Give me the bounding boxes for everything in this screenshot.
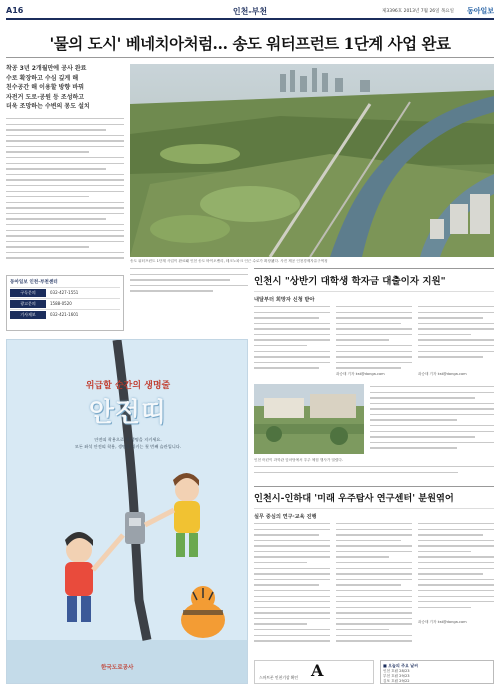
- article2-divider: [254, 268, 494, 269]
- article3-body-col1: [254, 523, 330, 646]
- campus-photo-illustration: [254, 384, 364, 454]
- contact-row: [10, 287, 120, 298]
- contact-label: 기사제보: [10, 311, 46, 319]
- newspaper-brand: 동아일보: [466, 7, 494, 15]
- campus-photo: [254, 384, 364, 454]
- lede-line: 착공 3년 2개월만에 공사 완료: [6, 65, 87, 72]
- contact-row: [10, 309, 120, 320]
- ad-title: 안전띠: [88, 398, 168, 428]
- weather-logo-letter: A: [311, 661, 324, 680]
- article3-body-col2: [336, 523, 412, 646]
- article3-byline: 곽승태 기자 kst@donga.com: [418, 620, 467, 624]
- contact-value: 032-421-1601: [50, 311, 79, 317]
- photo-side-text: [370, 386, 494, 453]
- contact-value: 1588-0520: [50, 300, 72, 306]
- photo-caption: 송도 워터프런트 1단계 사업이 완료돼 인천 송도 바이오밴리, 테크노파크 인근 수로가 확장됐다. 사진 제공 인천경제자유구역청: [130, 259, 328, 263]
- headline-divider: [6, 57, 494, 58]
- aerial-waterfront-photo: [130, 64, 494, 257]
- ad-logo: 한국도로공사: [101, 665, 134, 671]
- article2-subhead: 내달부터 희망자 신청 받아: [254, 297, 315, 303]
- article2-body-col2: [336, 306, 412, 373]
- lede-line: 더욱 조망하는 수변의 몽도 설치: [6, 103, 90, 110]
- safety-belt-ad: [6, 339, 248, 684]
- footbox-title: ■ 오늘의 주요 날씨: [383, 663, 419, 668]
- footbox-row: 부천 흐림 29/23: [383, 674, 410, 678]
- section-name: 인천-부천: [232, 7, 268, 16]
- aerial-photo-illustration: [130, 64, 494, 257]
- weather-label: 스마트폰 인천기상 확인: [259, 675, 299, 680]
- article2-body-col1: [254, 306, 330, 373]
- contact-label: 구독문의: [10, 289, 46, 297]
- footbox-row: 김포 흐림 29/22: [383, 679, 410, 683]
- lede-summary: [6, 64, 124, 112]
- article3-title-rule: [254, 508, 494, 509]
- ad-copy-line: 모든 좌석 안전띠 착용, 생명을 지키는 첫 번째 습관입니다.: [74, 444, 182, 449]
- page-headline: '물의 도시' 베네치아처럼… 송도 워터프런트 1단계 사업 완료: [49, 34, 451, 53]
- article2-title: 인천시 "상반기 대학생 학자금 대출이자 지원": [254, 276, 446, 287]
- issue-info: 제3396호 2013년 7월 26일 목요일: [382, 9, 454, 14]
- article2-title-rule: [254, 291, 494, 292]
- contact-row: [10, 298, 120, 309]
- ad-subtitle: 위급할 순간의 생명줄: [85, 381, 171, 391]
- lede-line: 친수공간 해 이용할 방향 바꿔: [6, 84, 84, 91]
- article3-subhead: 실무 중심의 연구·교육 진행: [254, 514, 317, 520]
- lede-line: 자전거 도로·공원 등 조성하고: [6, 93, 85, 101]
- page-number: A16: [6, 6, 24, 15]
- article3-body-col3: [418, 523, 494, 612]
- contact-value: 032-427-1551: [50, 289, 79, 295]
- article2-body-col3: [418, 306, 494, 362]
- article3-divider: [254, 486, 494, 487]
- weather-box: [254, 660, 374, 684]
- masthead: [6, 6, 494, 20]
- contact-label: 광고문의: [10, 300, 46, 308]
- article-body-left: [6, 118, 124, 263]
- ad-copy: [7, 436, 248, 450]
- campus-photo-caption: 인천 어린이 과학관 앞마당에서 우주 체험 행사가 열렸다.: [254, 458, 343, 462]
- article3-title: 인천시-인하대 '미래 우주탐사 연구센터' 분원엮어: [254, 493, 454, 504]
- article2-byline-2: 곽승태 기자 kst@donga.com: [418, 372, 467, 376]
- weather-summary-box: [380, 660, 494, 684]
- caption-extra-text: [254, 466, 494, 477]
- lede-line: 수로 확장하고 수심 깊게 해: [6, 74, 79, 82]
- article-body-col2: [130, 268, 248, 296]
- contact-title: 동아일보 인천·부천센터: [10, 280, 58, 285]
- article2-byline: 곽승태 기자 kst@donga.com: [336, 372, 385, 376]
- footbox-row: 인천 흐림 28/23: [383, 669, 410, 673]
- contact-box: [6, 275, 124, 331]
- ad-copy-line: 안전띠 착용으로 내 생명을 지키세요.: [94, 437, 162, 442]
